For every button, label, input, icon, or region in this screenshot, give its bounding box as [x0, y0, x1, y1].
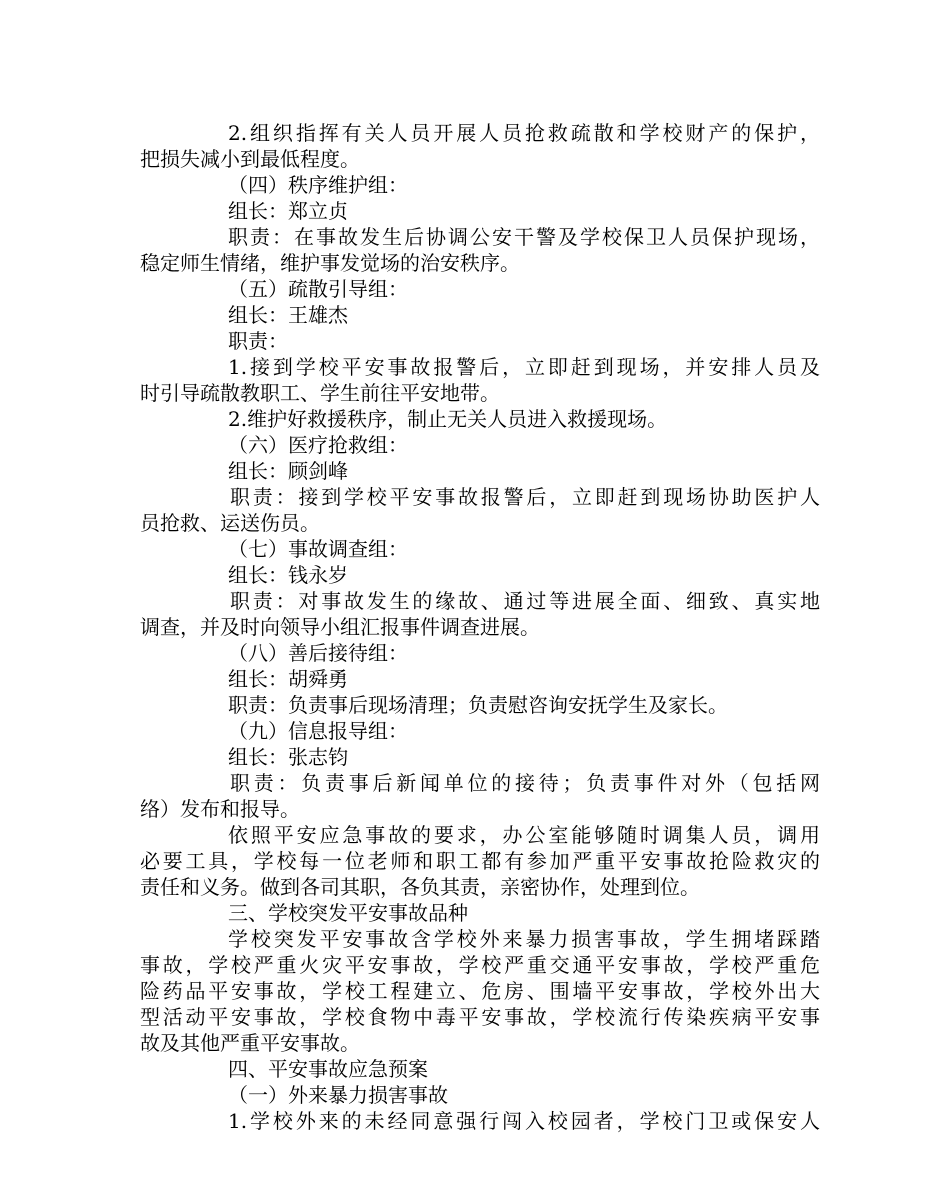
text-line: （一）外来暴力损害事故: [228, 1083, 448, 1107]
text-line: 职责：在事故发生后协调公安干警及学校保卫人员保护现场，: [228, 225, 820, 249]
text-line: （八）善后接待组：: [228, 641, 408, 665]
text-line: 故及其他严重平安事故。: [140, 1031, 360, 1055]
text-line: 职责：: [228, 329, 288, 353]
text-line: 职责：接到学校平安事故报警后，立即赶到现场协助医护人: [230, 485, 820, 509]
text-line: 组长：钱永岁: [228, 563, 348, 587]
text-line: 职责：负责事后现场清理；负责慰咨询安抚学生及家长。: [228, 693, 728, 717]
text-line: （九）信息报导组：: [228, 719, 408, 743]
section-heading: 四、平安事故应急预案: [228, 1057, 428, 1081]
text-line: 事故，学校严重火灾平安事故，学校严重交通平安事故，学校严重危: [140, 953, 820, 977]
text-line: （四）秩序维护组：: [228, 173, 408, 197]
text-line: 时引导疏散教职工、学生前往平安地带。: [140, 381, 500, 405]
text-line: 学校突发平安事故含学校外来暴力损害事故，学生拥堵踩踏: [228, 927, 820, 951]
text-line: 型活动平安事故，学校食物中毒平安事故，学校流行传染疾病平安事: [140, 1005, 820, 1029]
text-line: 组长：王雄杰: [228, 303, 348, 327]
text-line: （五）疏散引导组：: [228, 277, 408, 301]
text-line: 员抢救、运送伤员。: [140, 511, 320, 535]
text-line: 依照平安应急事故的要求，办公室能够随时调集人员，调用: [228, 823, 820, 847]
text-line: 2.维护好救援秩序，制止无关人员进入救援现场。: [228, 407, 668, 431]
text-line: 职责：对事故发生的缘故、通过等进展全面、细致、真实地: [230, 589, 820, 613]
text-line: 责任和义务。做到各司其职，各负其责，亲密协作，处理到位。: [140, 875, 700, 899]
text-line: 络）发布和报导。: [140, 797, 300, 821]
section-heading: 三、学校突发平安事故品种: [228, 901, 468, 925]
text-line: 把损失减小到最低程度。: [140, 147, 360, 171]
text-line: 2.组织指挥有关人员开展人员抢救疏散和学校财产的保护，: [228, 121, 820, 145]
text-line: 职责：负责事后新闻单位的接待；负责事件对外（包括网: [230, 771, 820, 795]
text-line: 1.学校外来的未经同意强行闯入校园者，学校门卫或保安人: [228, 1109, 820, 1133]
text-line: （六）医疗抢救组：: [228, 433, 408, 457]
text-line: 必要工具，学校每一位老师和职工都有参加严重平安事故抢险救灾的: [140, 849, 820, 873]
text-line: 1.接到学校平安事故报警后，立即赶到现场，并安排人员及: [228, 355, 820, 379]
text-line: 险药品平安事故，学校工程建立、危房、围墙平安事故，学校外出大: [140, 979, 820, 1003]
text-line: 组长：胡舜勇: [228, 667, 348, 691]
text-line: （七）事故调查组：: [228, 537, 408, 561]
text-line: 组长：顾剑峰: [228, 459, 348, 483]
text-line: 组长：张志钧: [228, 745, 348, 769]
text-line: 组长：郑立贞: [228, 199, 348, 223]
text-line: 调查，并及时向领导小组汇报事件调查进展。: [140, 615, 540, 639]
text-line: 稳定师生情绪，维护事发觉场的治安秩序。: [140, 251, 520, 275]
